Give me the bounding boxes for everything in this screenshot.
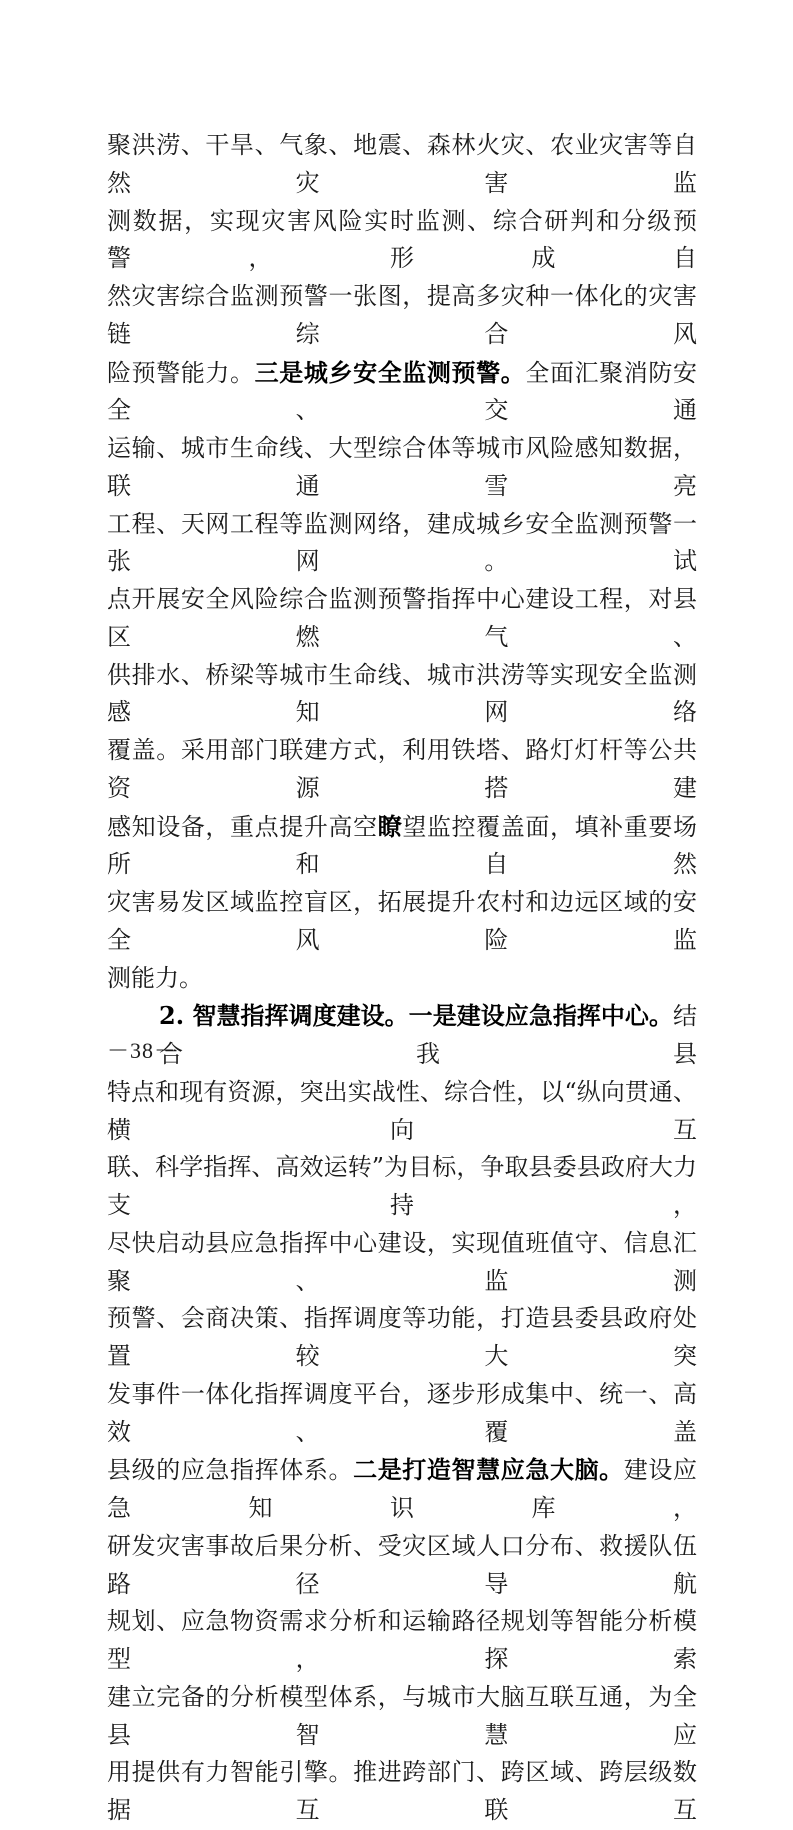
body-text: 工程、天网工程等监测网络，建成城乡安全监测预警一张网。试	[107, 509, 697, 576]
body-text: 供排水、桥梁等城市生命线、城市洪涝等实现安全监测感知网络	[107, 660, 697, 727]
text-line	[107, 1376, 697, 1452]
body-text: 全面汇聚消防安全、交通	[107, 358, 698, 425]
body-text: 灾害易发区域监控盲区，拓展提升农村和边远区域的安全风险监	[107, 888, 697, 954]
body-text: 用提供有力智能引擎。推进跨部门、跨区域、跨层级数据互联互	[107, 1758, 697, 1824]
text-line	[107, 808, 697, 885]
text-line	[107, 506, 697, 582]
body-text: 发事件一体化指挥调度平台，逐步形成集中、统一、高效、覆盖	[107, 1379, 697, 1446]
body-text: 建设应急知识库，	[107, 1456, 698, 1522]
text-line	[107, 1074, 697, 1150]
text-line	[107, 203, 697, 279]
text-line	[107, 1300, 697, 1376]
body-text: 运输、城市生命线、大型综合体等城市风险感知数据，联通雪亮	[107, 434, 697, 500]
text-line	[107, 1679, 697, 1755]
text-line	[107, 1603, 697, 1679]
body-text: 测能力。	[107, 963, 203, 992]
text-line	[107, 1754, 697, 1830]
body-text: 然灾害综合监测预警一张图，提高多灾种一体化的灾害链综合风	[107, 282, 697, 348]
text-line	[107, 884, 697, 960]
text-line	[107, 127, 697, 203]
text-line	[107, 1149, 697, 1225]
bold-heading-text: 2. 智慧指挥调度建设。一是建设应急指挥中心。	[159, 1001, 673, 1031]
body-text: 点开展安全风险综合监测预警指挥中心建设工程，对县区燃气、	[107, 585, 697, 651]
body-text: 感知设备，重点提升高空	[107, 812, 378, 841]
text-line	[107, 581, 697, 657]
body-text: 尽快启动县应急指挥中心建设，实现值班值守、信息汇聚、监测	[107, 1228, 697, 1295]
text-line	[107, 960, 697, 998]
body-text: 覆盖。采用部门联建方式，利用铁塔、路灯灯杆等公共资源搭建	[107, 736, 697, 802]
body-text: 测数据，实现灾害风险实时监测、综合研判和分级预警，形成自	[107, 206, 697, 273]
text-line	[107, 430, 697, 506]
body-text: 望监控覆盖面，填补重要场所和自然	[107, 812, 698, 879]
text-line	[107, 657, 697, 733]
body-text: 聚洪涝、干旱、气象、地震、森林火灾、农业灾害等自然灾害监	[107, 131, 697, 197]
bold-heading-text: 三是城乡安全监测预警。	[254, 357, 526, 387]
text-line	[107, 278, 697, 354]
document-body	[107, 127, 697, 1830]
body-text: 规划、应急物资需求分析和运输路径规划等智能分析模型，探索	[107, 1607, 697, 1673]
body-text: 险预警能力。	[107, 358, 255, 387]
text-line	[107, 354, 697, 431]
text-line	[107, 1528, 697, 1604]
body-text: 研发灾害事故后果分析、受灾区域人口分布、救援队伍路径导航	[107, 1531, 697, 1598]
text-line	[107, 997, 697, 1074]
body-text: 建立完备的分析模型体系，与城市大脑互联互通，为全县智慧应	[107, 1682, 697, 1749]
bold-heading-text: 二是打造智慧应急大脑。	[353, 1455, 624, 1485]
text-line	[107, 732, 697, 808]
bold-heading-text: 瞭	[377, 811, 403, 841]
text-line	[107, 1451, 697, 1528]
body-text: 结合我县	[159, 1002, 697, 1068]
body-text: 县级的应急指挥体系。	[107, 1456, 354, 1485]
body-text: 特点和现有资源，突出实战性、综合性，以“纵向贯通、横向互	[107, 1077, 697, 1144]
body-text: 预警、会商决策、指挥调度等功能，打造县委县政府处置较大突	[107, 1304, 697, 1370]
body-text: 联、科学指挥、高效运转”为目标，争取县委县政府大力支持，	[107, 1153, 697, 1219]
page-number: －38－	[107, 1038, 178, 1063]
text-line	[107, 1225, 697, 1301]
